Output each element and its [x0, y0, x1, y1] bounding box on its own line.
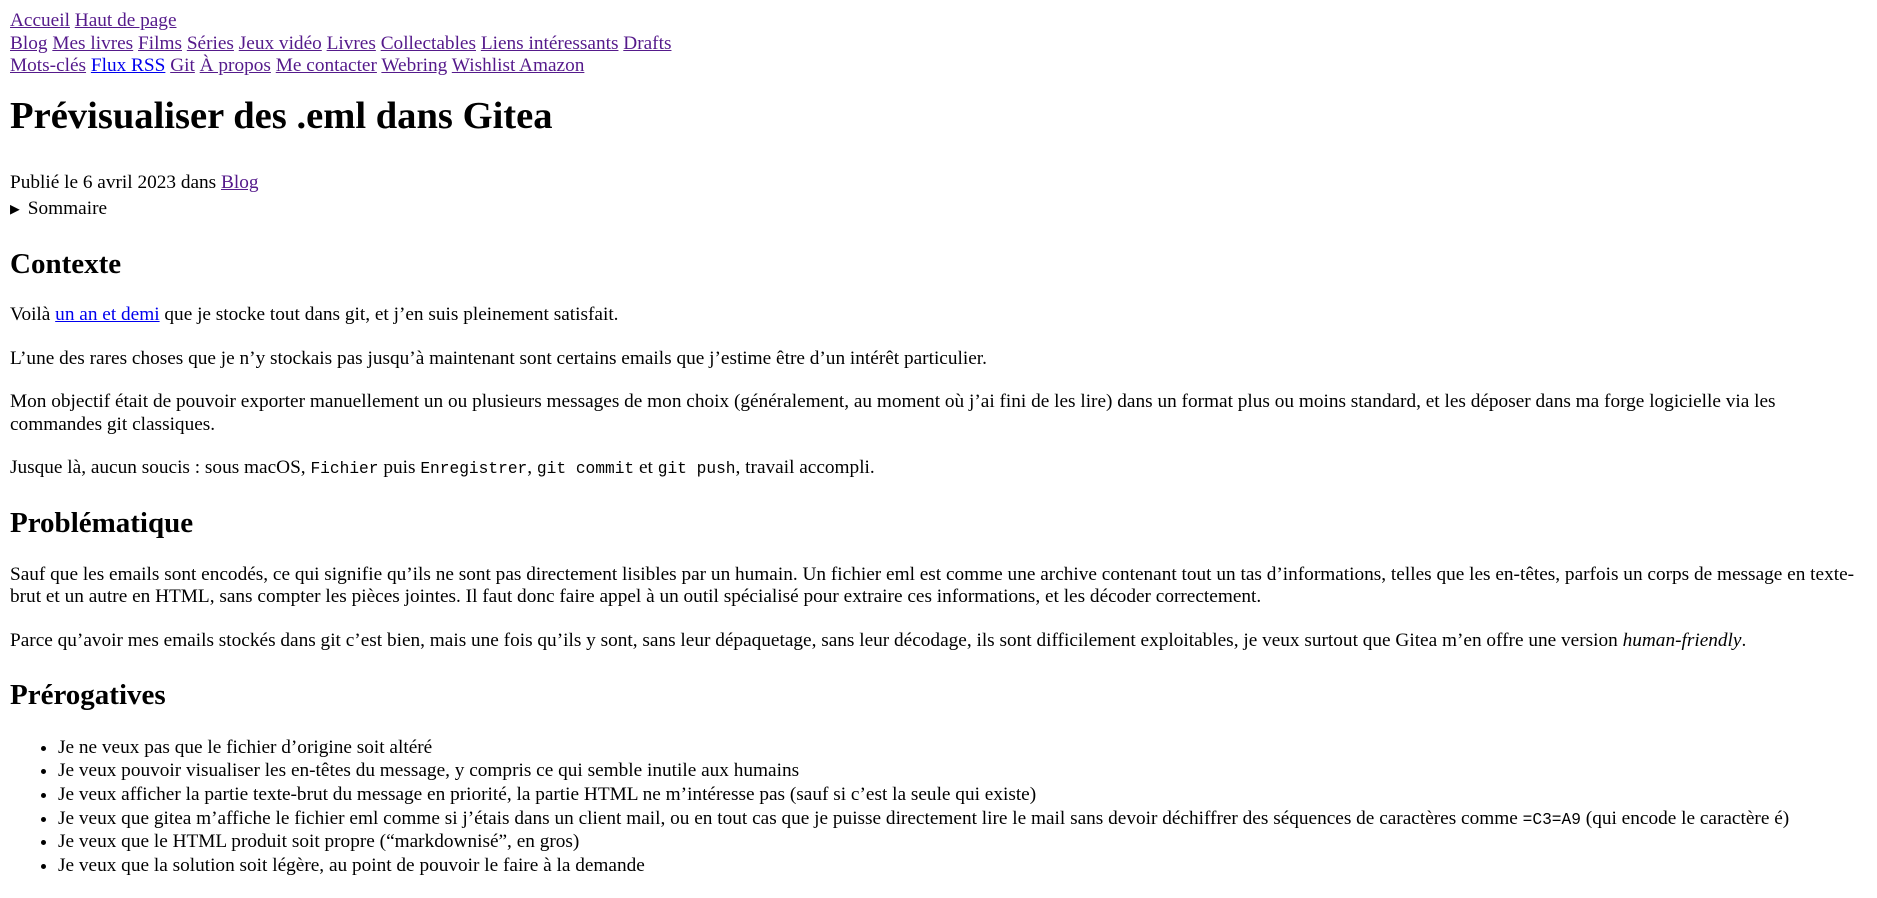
text-segment: et [634, 457, 658, 479]
paragraph [10, 457, 1867, 480]
text-segment: Je veux que gitea m’affiche le fichier eml comme si j’étais dans un client mail, ou en tout cas que je puisse directement lire le mail sans devoir déchiffrer des séquences de caractères comme [58, 807, 1523, 829]
nav-link-accueil[interactable]: Accueil [10, 10, 70, 31]
text-segment: Voilà [10, 304, 56, 326]
list-item: • Je veux que le HTML produit soit propre (“markdownisé”, en gros) [58, 830, 1867, 854]
text-segment: que je stocke tout dans git, et j’en suis pleinement satisfait. [159, 304, 619, 326]
code-enregistrer: Enregistrer [420, 460, 528, 479]
text-segment: (qui encode le caractère é) [1580, 807, 1790, 829]
page-title: Prévisualiser des .eml dans Gitea [10, 94, 553, 137]
nav-row-top [10, 10, 1867, 33]
nav-link-mes-livres[interactable]: Mes livres [52, 32, 134, 54]
code-git-push: git push [657, 460, 736, 479]
heading-problematique: Problématique [10, 507, 194, 540]
nav-link-wishlist-amazon[interactable]: Wishlist Amazon [451, 55, 585, 77]
post-meta-text: Publié le 6 avril 2023 dans [10, 172, 221, 194]
site-nav [10, 10, 1867, 78]
paragraph [10, 304, 1867, 327]
nav-link-haut-de-page[interactable]: Haut de page [74, 10, 177, 31]
nav-link-webring[interactable]: Webring [381, 55, 448, 77]
code-fichier: Fichier [310, 460, 379, 479]
paragraph: Mon objectif était de pouvoir exporter manuellement un ou plusieurs messages de mon choix (généralement, au moment où j’ai fini de les lire) dans un format plus ou moins standard, et les déposer dans ma forge logicielle via les commandes git classiques. [10, 391, 1776, 435]
text-segment: , travail accompli. [735, 457, 875, 479]
nav-link-drafts[interactable]: Drafts [623, 32, 672, 54]
prerogatives-list [10, 736, 1867, 877]
list-item: • Je ne veux pas que le fichier d’origine soit altéré [58, 736, 1867, 760]
text-segment: puis [378, 457, 421, 479]
toc-summary[interactable] [10, 198, 1867, 221]
paragraph: L’une des rares choses que je n’y stockais pas jusqu’à maintenant sont certains emails que j’estime être d’un intérêt particulier. [10, 347, 987, 369]
heading-prerogatives: Prérogatives [10, 679, 166, 712]
category-link-blog[interactable]: Blog [221, 172, 259, 194]
nav-link-blog[interactable]: Blog [10, 32, 48, 54]
post-meta [10, 172, 1867, 195]
nav-link-series[interactable]: Séries [186, 32, 234, 54]
code-git-commit: git commit [536, 460, 635, 479]
nav-link-collectables[interactable]: Collectables [380, 32, 476, 54]
toc-details [10, 198, 1867, 221]
nav-link-flux-rss[interactable]: Flux RSS [90, 55, 166, 77]
nav-link-me-contacter[interactable]: Me contacter [275, 55, 377, 77]
nav-link-mots-cles[interactable]: Mots-clés [10, 55, 87, 77]
text-segment: . [1741, 629, 1747, 651]
nav-link-a-propos[interactable]: À propos [199, 55, 271, 77]
section-prerogatives [10, 679, 1867, 877]
section-problematique [10, 507, 1867, 652]
nav-row-sections [10, 33, 1867, 56]
list-item: • Je veux afficher la partie texte-brut du message en priorité, la partie HTML ne m’intéresse pas (sauf si c’est la seule qui existe) [58, 783, 1867, 807]
heading-contexte: Contexte [10, 247, 122, 280]
nav-link-films[interactable]: Films [138, 32, 182, 54]
list-item: • Je veux pouvoir visualiser les en-têtes du message, y compris ce qui semble inutile aux humains [58, 759, 1867, 783]
paragraph: Sauf que les emails sont encodés, ce qui signifie qu’ils ne sont pas directement lisibles par un humain. Un fichier eml est comme une archive contenant tout un tas d’informations, telles que les en-têtes, parfois un corps de message en texte-brut et un autre en HTML, sans compter les pièces jointes. Il faut donc faire appel à un outil spécialisé pour extraire ces informations, et les décoder correctement. [10, 563, 1855, 608]
list-item [58, 807, 1867, 831]
text-segment: Parce qu’avoir mes emails stockés dans git c’est bien, mais une fois qu’ils y sont, sans leur dépaquetage, sans leur décodage, ils sont difficilement exploitables, je veux surtout que Gitea m’en offre une version [10, 629, 1623, 651]
disclosure-triangle-icon: ▶ [10, 202, 20, 218]
article [10, 94, 1867, 878]
text-segment: Jusque là, aucun soucis : sous macOS, [10, 457, 311, 479]
toc-summary-label: Sommaire [27, 198, 108, 220]
paragraph [10, 630, 1867, 653]
nav-link-git[interactable]: Git [170, 55, 195, 77]
nav-row-meta [10, 55, 1867, 78]
list-item: • Je veux que la solution soit légère, au point de pouvoir le faire à la demande [58, 854, 1867, 878]
nav-link-jeux-video[interactable]: Jeux vidéo [238, 32, 322, 54]
link-un-an-et-demi[interactable]: un an et demi [55, 304, 160, 326]
text-segment: , [527, 457, 537, 479]
code-quoted-printable: =C3=A9 [1522, 810, 1581, 829]
section-contexte [10, 248, 1867, 480]
emphasis-human-friendly: human-friendly [1622, 629, 1742, 651]
nav-link-liens-interessants[interactable]: Liens intéressants [480, 32, 619, 54]
nav-link-livres[interactable]: Livres [326, 32, 376, 54]
